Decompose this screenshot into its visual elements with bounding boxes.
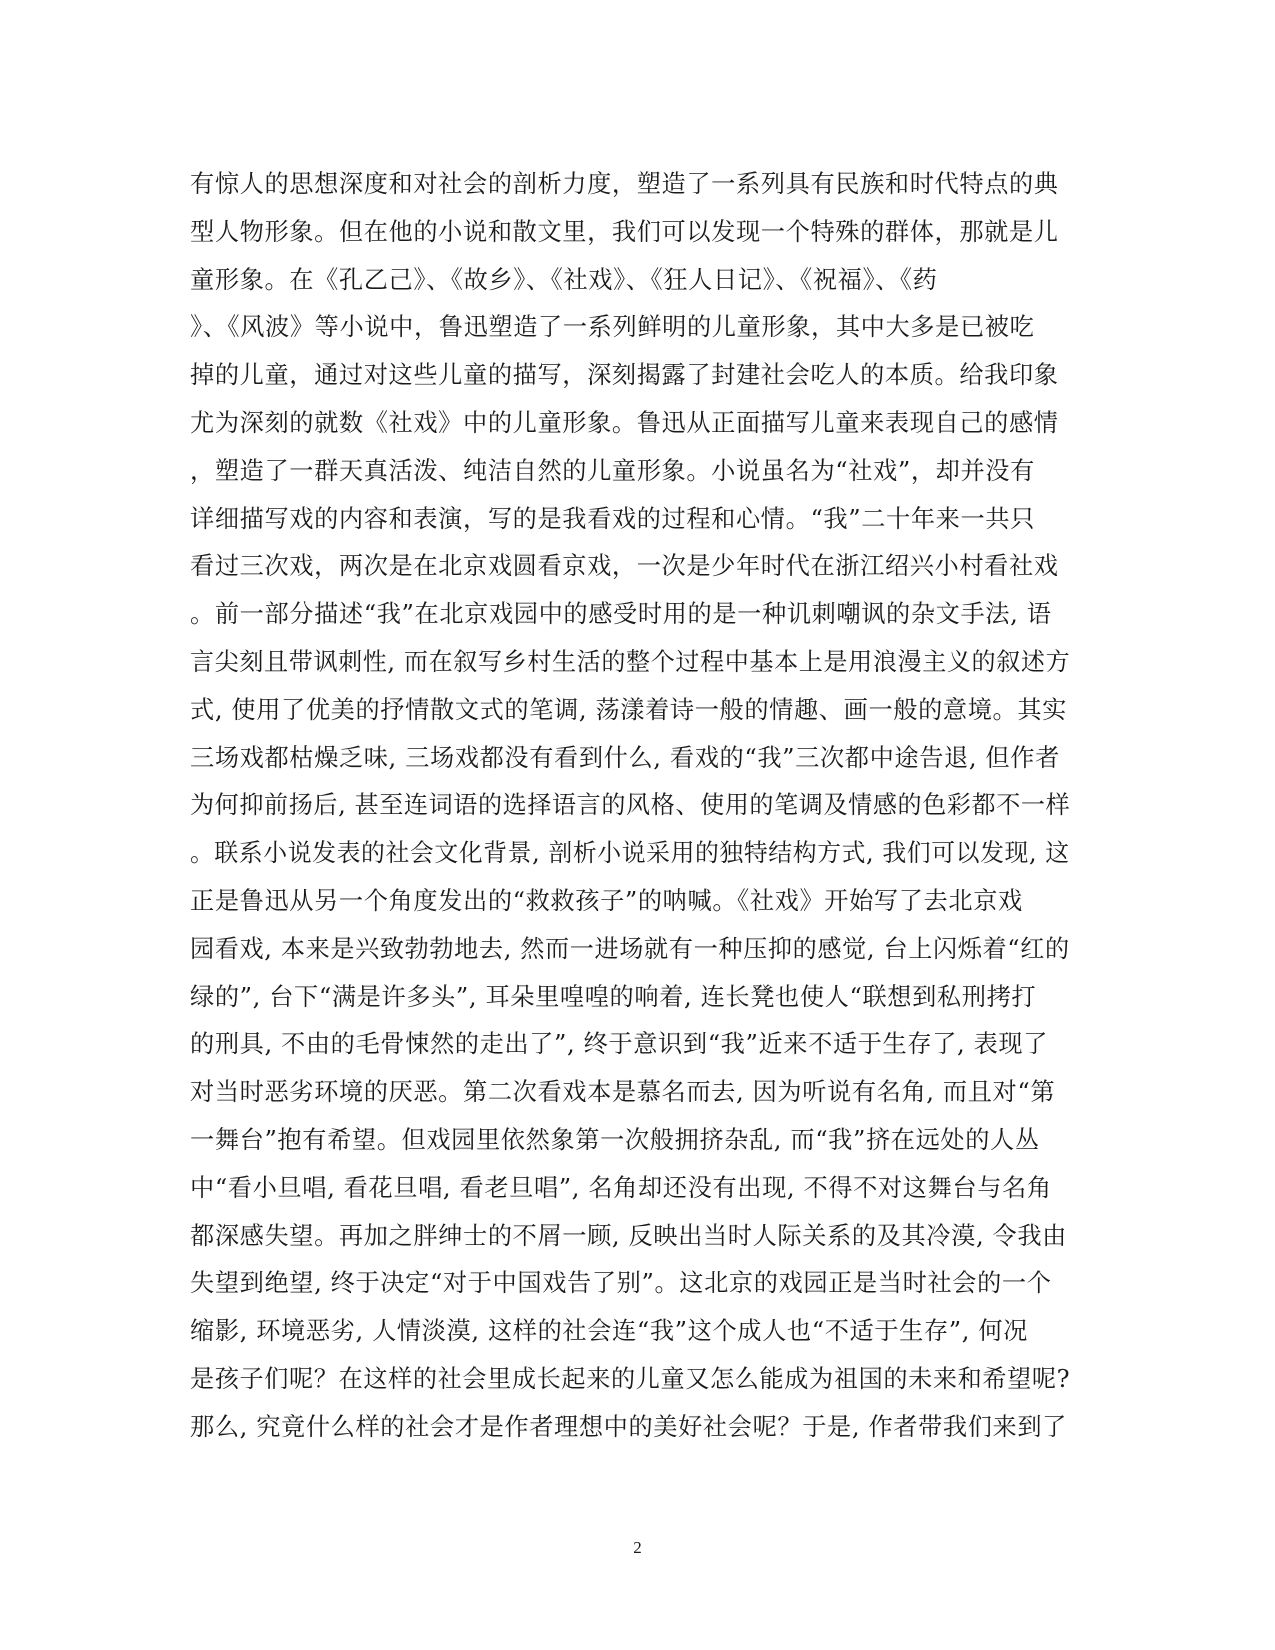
text-line: 详细描写戏的内容和表演，写的是我看戏的过程和心情。“我”二十年来一共只 [190, 503, 1035, 533]
text-line: 看过三次戏，两次是在北京戏圆看京戏，一次是少年时代在浙江绍兴小村看社戏 [190, 551, 1059, 581]
text-line: 言尖刻且带讽刺性, 而在叙写乡村生活的整个过程中基本上是用浪漫主义的叙述方 [190, 646, 1071, 676]
text-line: 对当时恶劣环境的厌恶。第二次看戏本是慕名而去, 因为听说有名角, 而且对“第 [190, 1077, 1056, 1107]
text-line: 三场戏都枯燥乏味, 三场戏都没有看到什么, 看戏的“我”三次都中途告退, 但作者 [190, 742, 1060, 772]
text-line: 那么, 究竟什么样的社会才是作者理想中的美好社会呢？于是, 作者带我们来到了 [190, 1411, 1067, 1441]
text-line: 都深感失望。再加之胖绅士的不屑一顾, 反映出当时人际关系的及其冷漠, 令我由 [190, 1220, 1067, 1250]
text-line: 绿的”, 台下“满是许多头”, 耳朵里喤喤的响着, 连长凳也使人“联想到私刑拷打 [190, 981, 1037, 1011]
text-line: 的刑具, 不由的毛骨悚然的走出了”, 终于意识到“我”近来不适于生存了, 表现了 [190, 1029, 1049, 1059]
page-number: 2 [633, 1538, 642, 1557]
text-line: 。联系小说发表的社会文化背景, 剖析小说采用的独特结构方式, 我们可以发现, 这 [190, 838, 1070, 868]
text-line: 是孩子们呢？在这样的社会里成长起来的儿童又怎么能成为祖国的未来和希望呢? [190, 1363, 1071, 1393]
text-line: 童形象。在《孔乙己》、《故乡》、《社戏》、《狂人日记》、《祝福》、《药 [190, 264, 938, 294]
text-line: 》、《风波》等小说中，鲁迅塑造了一系列鲜明的儿童形象，其中大多是已被吃 [190, 312, 1035, 342]
text-line: 园看戏, 本来是兴致勃勃地去, 然而一进场就有一种压抑的感觉, 台上闪烁着“红的 [190, 933, 1070, 963]
body-text [190, 160, 1080, 1451]
text-line: 式, 使用了优美的抒情散文式的笔调, 荡漾着诗一般的情趣、画一般的意境。其实 [190, 694, 1067, 724]
text-line: 一舞台”抱有希望。但戏园里依然象第一次般拥挤杂乱, 而“我”挤在远处的人丛 [190, 1124, 1040, 1154]
text-line: 尤为深刻的就数《社戏》中的儿童形象。鲁迅从正面描写儿童来表现自己的感情 [190, 407, 1059, 437]
text-line: ，塑造了一群天真活泼、纯洁自然的儿童形象。小说虽名为“社戏”，却并没有 [190, 455, 1035, 485]
text-line: 型人物形象。但在他的小说和散文里，我们可以发现一个特殊的群体，那就是儿 [190, 216, 1059, 246]
text-line: 。前一部分描述“我”在北京戏园中的感受时用的是一种讥刺嘲讽的杂文手法, 语 [190, 599, 1052, 629]
text-line: 有惊人的思想深度和对社会的剖析力度，塑造了一系列具有民族和时代特点的典 [190, 169, 1059, 198]
text-line: 中“看小旦唱, 看花旦唱, 看老旦唱”, 名角却还没有出现, 不得不对这舞台与名角 [190, 1172, 1052, 1202]
text-line: 为何抑前扬后, 甚至连词语的选择语言的风格、使用的笔调及情感的色彩都不一样 [190, 790, 1071, 820]
text-line: 正是鲁迅从另一个角度发出的“救救孩子”的呐喊。《社戏》开始写了去北京戏 [190, 885, 1023, 915]
text-line: 失望到绝望, 终于决定“对于中国戏告了别”。这北京的戏园正是当时社会的一个 [190, 1268, 1052, 1298]
text-line: 缩影, 环境恶劣, 人情淡漠, 这样的社会连“我”这个成人也“不适于生存”, 何况 [190, 1316, 1028, 1346]
text-line: 掉的儿童，通过对这些儿童的描写，深刻揭露了封建社会吃人的本质。给我印象 [190, 360, 1059, 390]
